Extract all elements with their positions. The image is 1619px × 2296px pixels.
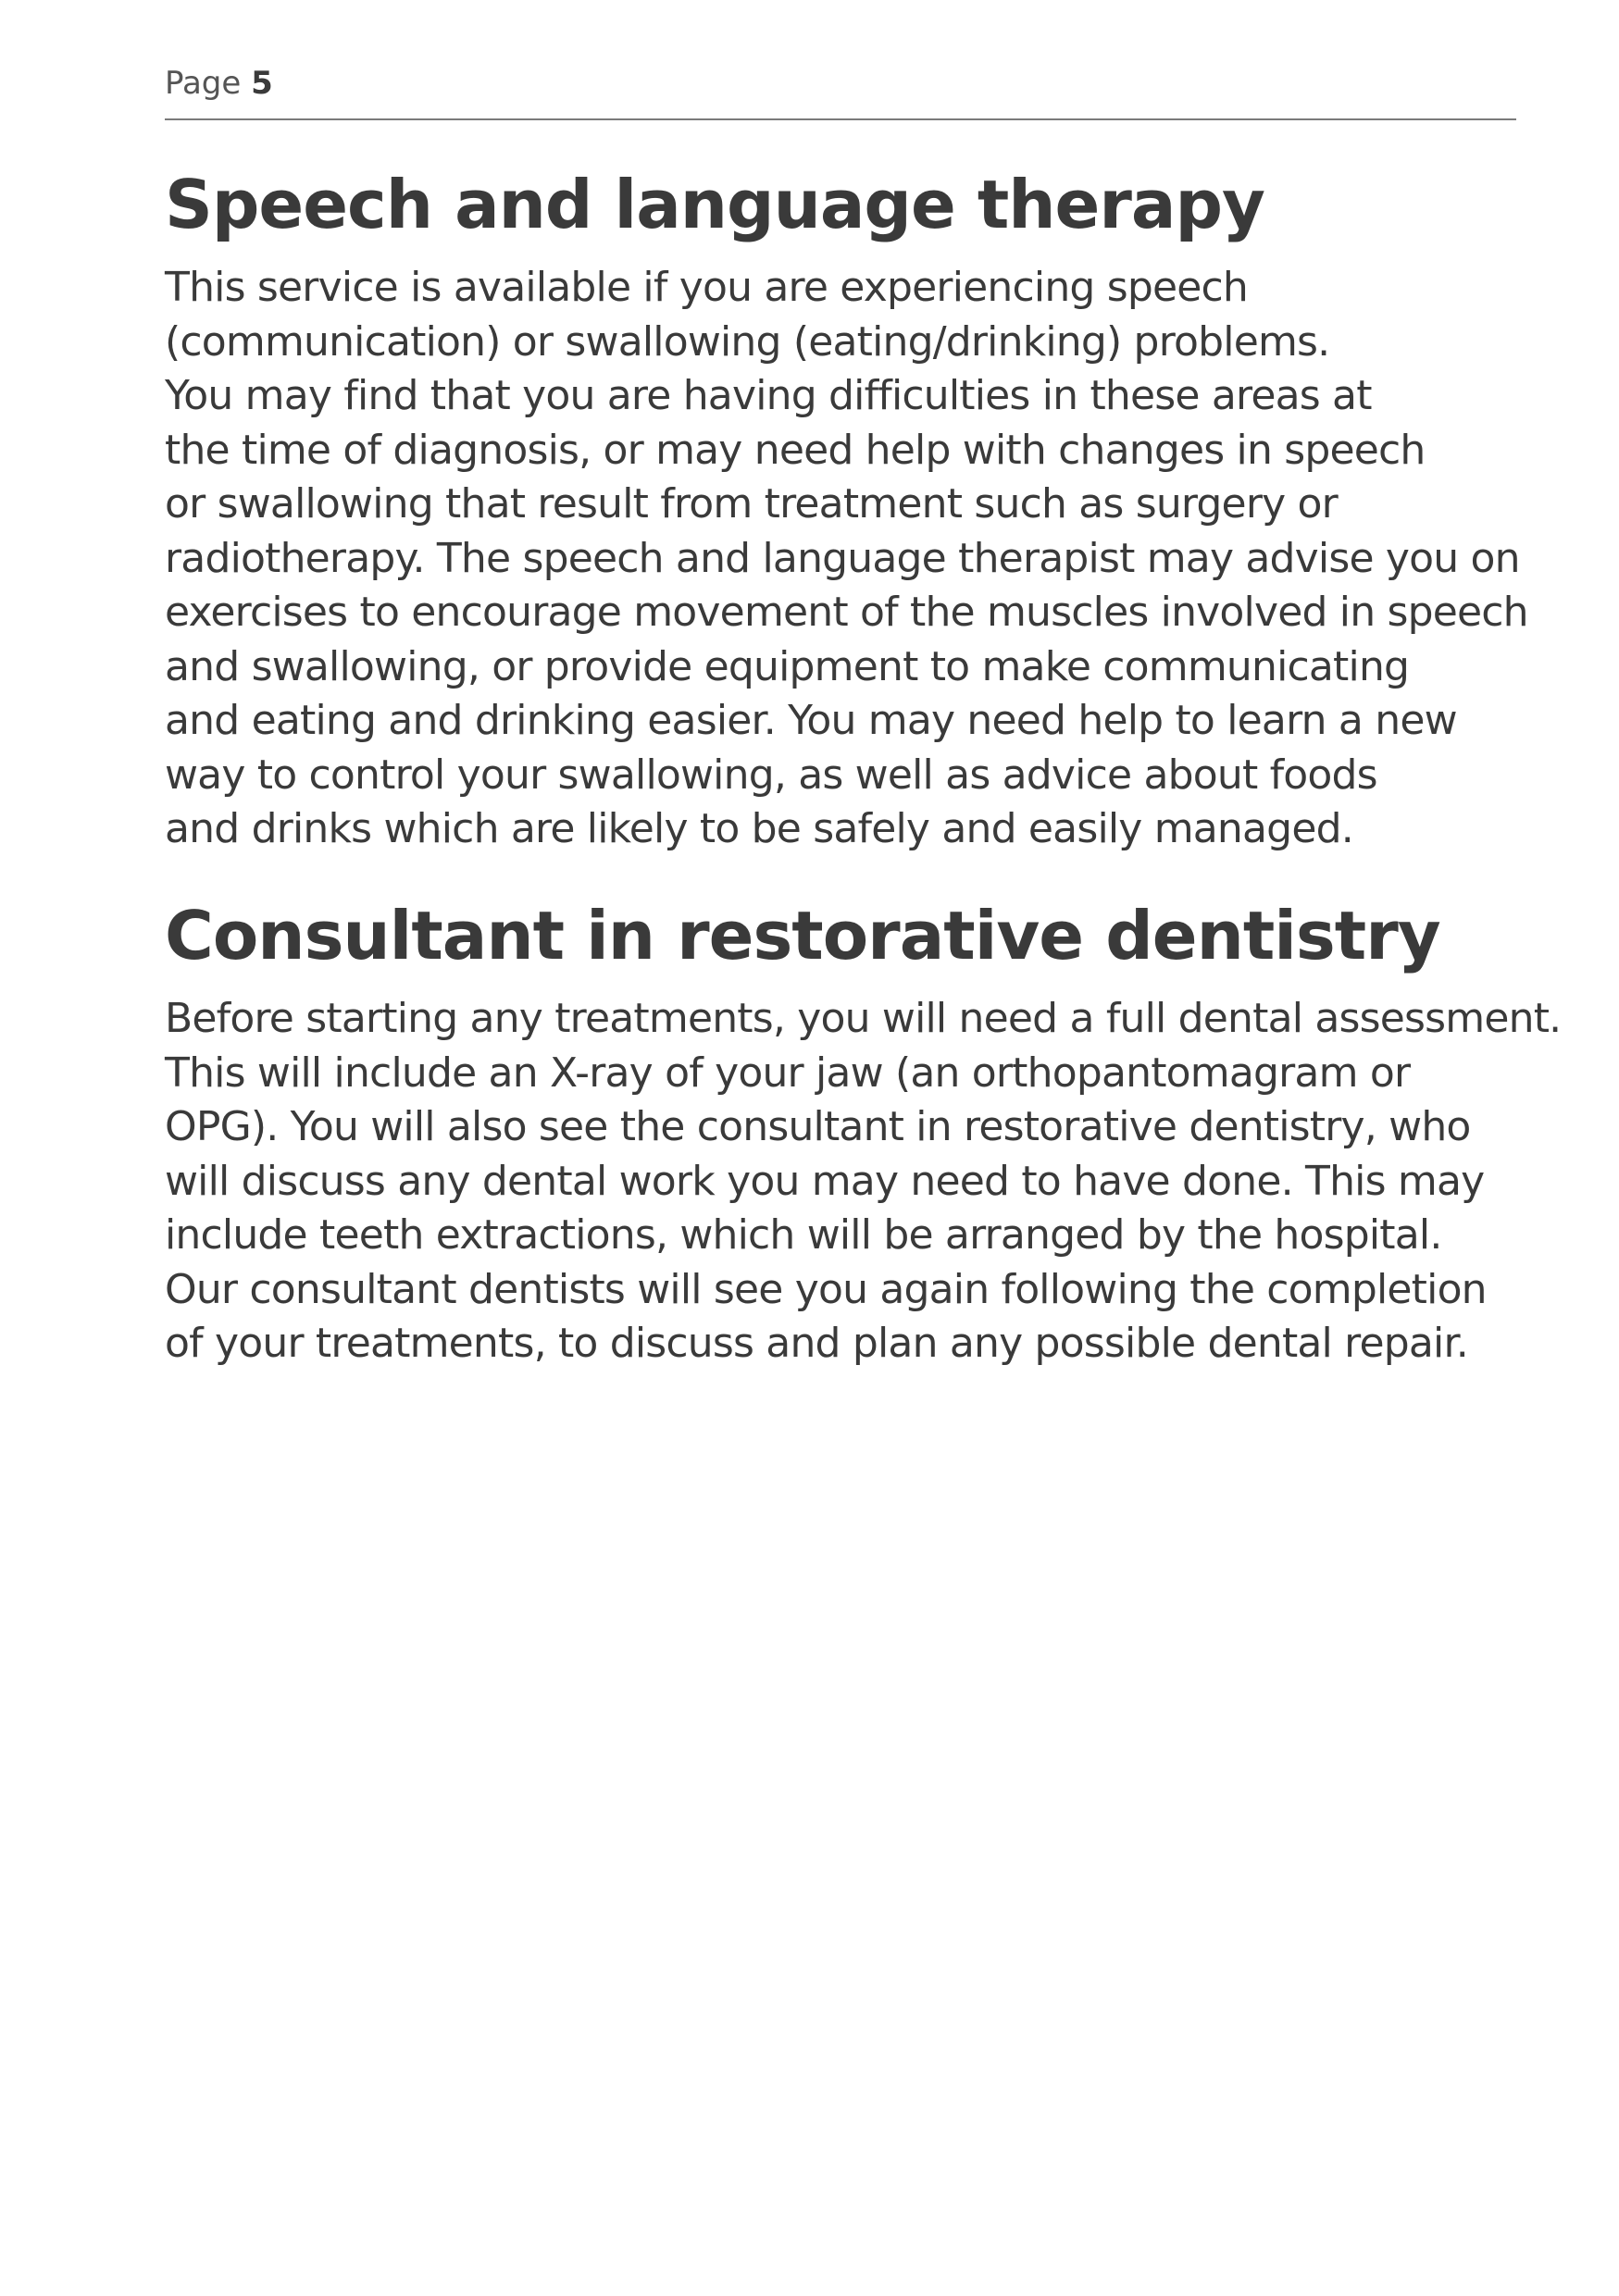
- section-restorative-dentistry: [165, 890, 1562, 1371]
- body-line: exercises to encourage movement of the muscles involved in speech: [165, 589, 1528, 636]
- body-line: (communication) or swallowing (eating/drinking) problems.: [165, 317, 1330, 366]
- body-line: Before starting any treatments, you will need a full dental assessment.: [165, 995, 1562, 1042]
- section-speech-language-therapy: [165, 159, 1528, 857]
- body-line: radiotherapy. The speech and language therapist may advise you on: [165, 534, 1520, 582]
- page-header: [165, 57, 1516, 120]
- body-line: This will include an X-ray of your jaw (an orthopantomagram or: [165, 1049, 1411, 1097]
- section-body: [165, 992, 1562, 1371]
- body-line: or swallowing that result from treatment such as surgery or: [165, 480, 1338, 527]
- body-line: way to control your swallowing, as well as advice about foods: [165, 751, 1377, 799]
- body-line: and drinks which are likely to be safely and easily managed.: [165, 805, 1353, 852]
- body-line: include teeth extractions, which will be arranged by the hospital.: [165, 1211, 1442, 1259]
- body-line: You may find that you are having difficulties in these areas at: [165, 372, 1372, 419]
- page-number: 5: [251, 65, 273, 102]
- body-line: This service is available if you are experiencing speech: [165, 264, 1248, 311]
- page-label: Page: [165, 65, 252, 102]
- body-line: and swallowing, or provide equipment to make communicating: [165, 642, 1410, 690]
- body-line: of your treatments, to discuss and plan any possible dental repair.: [165, 1320, 1468, 1367]
- section-heading: Speech and language therapy: [165, 166, 1264, 243]
- body-line: OPG). You will also see the consultant in restorative dentistry, who: [165, 1103, 1471, 1150]
- section-body: [165, 261, 1528, 857]
- body-line: will discuss any dental work you may need to have done. This may: [165, 1157, 1485, 1205]
- section-heading: Consultant in restorative dentistry: [165, 897, 1440, 974]
- body-line: Our consultant dentists will see you again following the completion: [165, 1265, 1487, 1313]
- document-page: [165, 0, 1562, 2296]
- body-line: and eating and drinking easier. You may need help to learn a new: [165, 697, 1457, 744]
- body-line: the time of diagnosis, or may need help with changes in speech: [165, 426, 1426, 474]
